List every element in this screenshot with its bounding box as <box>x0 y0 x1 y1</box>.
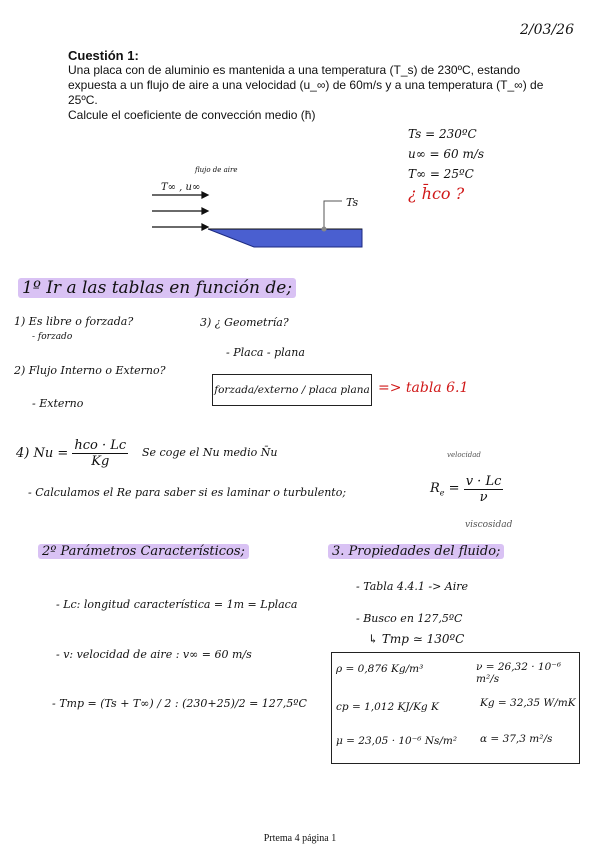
step2-heading <box>38 544 249 559</box>
flow-arrows <box>152 192 208 230</box>
nusselt-prefix: 4) Nu = <box>16 446 73 461</box>
inflow-label: T∞ , u∞ <box>161 182 201 193</box>
given-unknown: ¿ h̄co ? <box>408 184 465 203</box>
prop-thermal-diffusivity: α = 37,3 m²/s <box>480 733 553 745</box>
viscosidad-label: viscosidad <box>465 520 513 530</box>
q3-answer: - Placa - plana <box>226 346 305 359</box>
properties-box <box>331 652 580 764</box>
reynolds-numerator: v · Lc <box>465 474 502 489</box>
prop-specific-heat: cp = 1,012 KJ/Kg K <box>336 701 439 713</box>
summary-box: forzada/externo / placa plana <box>212 374 372 406</box>
plate-diagram <box>150 165 370 255</box>
table-reference: => tabla 6.1 <box>378 380 469 396</box>
date: 2/03/26 <box>520 22 574 38</box>
given-tinf: T∞ = 25ºC <box>408 167 474 181</box>
step2-heading-text: 2º Parámetros Característicos; <box>38 544 249 559</box>
question-line-2: expuesta a un flujo de aire a una velocidad (u_∞) de 60m/s y a una temperatura (T_∞) de <box>68 78 544 92</box>
nusselt-denominator: Kg <box>91 454 110 469</box>
question-line-1: Una placa con de aluminio es mantenida a una temperatura (T_s) de 230ºC, estando <box>68 63 520 77</box>
step3-heading-text: 3. Propiedades del fluido; <box>328 544 504 559</box>
question-block <box>68 48 548 123</box>
mean-temperature: - Tmp = (Ts + T∞) / 2 : (230+25)/2 = 127,5ºC <box>52 697 307 710</box>
given-u: u∞ = 60 m/s <box>408 147 485 161</box>
prop-density: ρ = 0,876 Kg/m³ <box>336 663 424 675</box>
reynolds-equation: $R_e$ = $\frac{v \cdot Lc}{\nu}$ <box>430 474 502 505</box>
air-velocity: - v: velocidad de aire : v∞ = 60 m/s <box>56 648 252 661</box>
question-line-3: 25ºC. <box>68 93 98 107</box>
page-footer: Prtema 4 página 1 <box>263 833 337 844</box>
prop-kinematic-viscosity: ν = 26,32 · 10⁻⁶ m²/s <box>476 661 562 685</box>
givens <box>408 124 484 204</box>
prop-dynamic-viscosity: μ = 23,05 · 10⁻⁶ Ns/m² <box>336 735 458 747</box>
velocidad-label: velocidad <box>447 451 481 459</box>
ts-pointer <box>324 201 342 229</box>
nusselt-numerator: hco · Lc <box>74 438 127 453</box>
characteristic-length: - Lc: longitud característica = 1m = Lplaca <box>56 598 298 611</box>
rounded-temperature: ↳ Tmp ≃ 130ºC <box>368 632 465 646</box>
q2-answer: - Externo <box>32 397 84 410</box>
question-title: Cuestión 1: <box>68 48 139 63</box>
nusselt-note: Se coge el Nu medio N̄u <box>142 446 278 459</box>
prop-conductivity: Kg = 32,35 W/mK <box>480 697 576 709</box>
lookup-temperature: - Busco en 127,5ºC <box>356 612 463 625</box>
question-line-4: Calcule el coeficiente de convección medio (h̄) <box>68 108 316 122</box>
q1-answer: - forzado <box>32 332 73 342</box>
step1-heading-text: 1º Ir a las tablas en función de; <box>18 278 296 298</box>
q1-question: 1) Es libre o forzada? <box>14 315 134 328</box>
flow-label: flujo de aire <box>195 166 238 174</box>
q2-question: 2) Flujo Interno o Externo? <box>14 364 166 377</box>
surface-temp-label: Ts <box>346 196 359 209</box>
step3-heading <box>328 544 504 559</box>
nusselt-equation <box>16 438 128 469</box>
property-table: - Tabla 4.4.1 -> Aire <box>356 580 469 593</box>
reynolds-denominator: ν <box>479 490 488 505</box>
step1-heading <box>18 278 296 298</box>
q3-question: 3) ¿ Geometría? <box>200 316 289 329</box>
aluminium-plate <box>208 229 362 247</box>
given-ts: Ts = 230ºC <box>408 127 477 141</box>
reynolds-line: - Calculamos el Re para saber si es laminar o turbulento; <box>28 486 347 499</box>
